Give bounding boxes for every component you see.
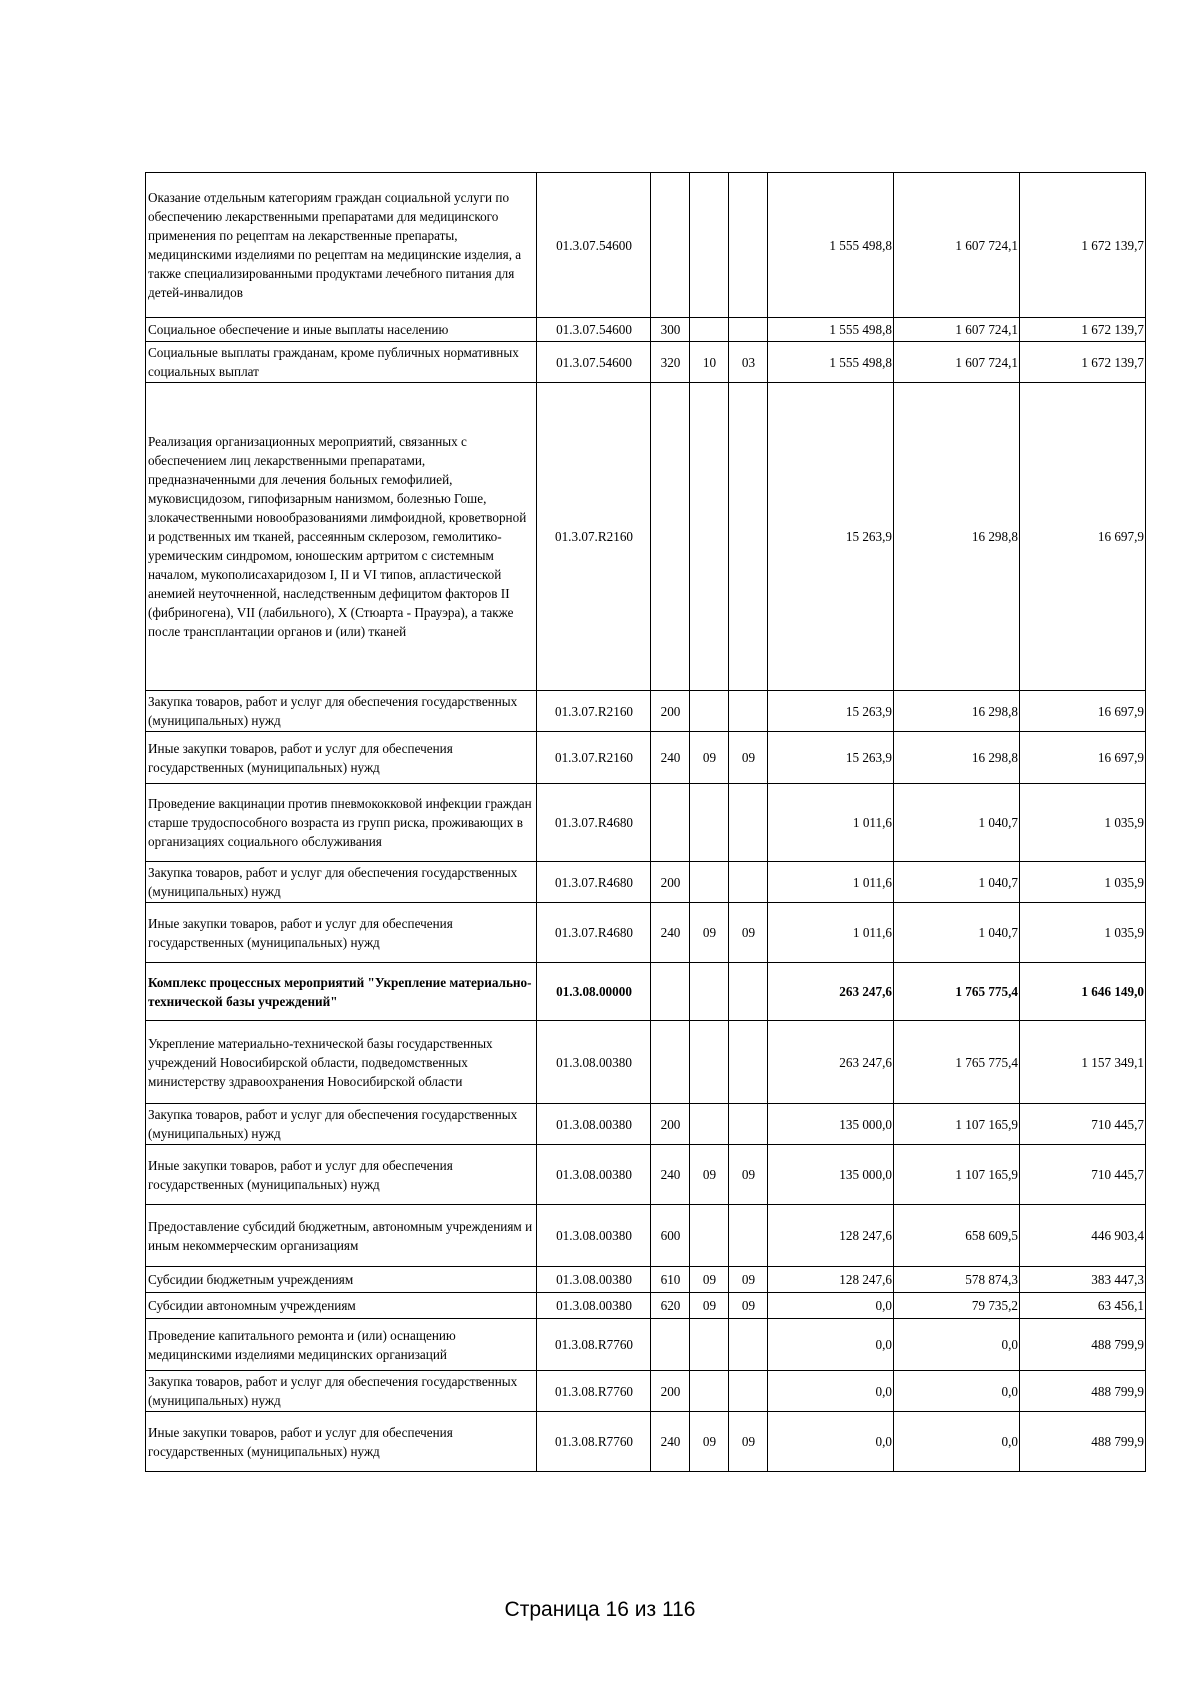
expense-type: 620	[651, 1293, 690, 1319]
amount-year-2: 1 765 775,4	[894, 1021, 1020, 1104]
amount-year-3: 16 697,9	[1020, 383, 1146, 691]
amount-year-2: 16 298,8	[894, 383, 1020, 691]
section	[690, 1205, 729, 1267]
amount-year-3: 446 903,4	[1020, 1205, 1146, 1267]
amount-year-3: 1 157 349,1	[1020, 1021, 1146, 1104]
table-row	[146, 383, 1146, 691]
amount-year-1: 135 000,0	[768, 1104, 894, 1145]
amount-year-3: 16 697,9	[1020, 732, 1146, 784]
row-name: Комплекс процессных мероприятий "Укрепление материально-технической базы учреждений"	[146, 963, 537, 1021]
amount-year-3: 488 799,9	[1020, 1319, 1146, 1371]
row-name: Иные закупки товаров, работ и услуг для обеспечения государственных (муниципальных) нужд	[146, 903, 537, 963]
expense-type: 200	[651, 1104, 690, 1145]
amount-year-1: 263 247,6	[768, 1021, 894, 1104]
amount-year-2: 1 107 165,9	[894, 1104, 1020, 1145]
target-code: 01.3.07.R4680	[537, 784, 651, 862]
target-code: 01.3.07.54600	[537, 342, 651, 383]
row-name: Закупка товаров, работ и услуг для обеспечения государственных (муниципальных) нужд	[146, 1371, 537, 1412]
subsection	[729, 963, 768, 1021]
section	[690, 383, 729, 691]
amount-year-2: 1 607 724,1	[894, 342, 1020, 383]
amount-year-2: 1 607 724,1	[894, 173, 1020, 318]
section	[690, 1371, 729, 1412]
target-code: 01.3.07.R4680	[537, 903, 651, 963]
section: 09	[690, 732, 729, 784]
budget-table	[145, 172, 1146, 1472]
expense-type: 240	[651, 732, 690, 784]
section	[690, 691, 729, 732]
row-name: Оказание отдельным категориям граждан социальной услуги по обеспечению лекарственными препаратами для медицинского применения по рецептам на лекарственные препараты, медицинскими изделиями по рецептам на медицинские изделия, а также специализированными продуктами лечебного питания для детей-инвалидов	[146, 173, 537, 318]
expense-type: 240	[651, 1412, 690, 1472]
amount-year-3: 488 799,9	[1020, 1412, 1146, 1472]
target-code: 01.3.08.R7760	[537, 1371, 651, 1412]
amount-year-2: 1 107 165,9	[894, 1145, 1020, 1205]
row-name: Закупка товаров, работ и услуг для обеспечения государственных (муниципальных) нужд	[146, 691, 537, 732]
target-code: 01.3.08.00380	[537, 1021, 651, 1104]
section: 10	[690, 342, 729, 383]
row-name: Иные закупки товаров, работ и услуг для обеспечения государственных (муниципальных) нужд	[146, 732, 537, 784]
page-number: Страница 16 из 116	[504, 1598, 696, 1621]
row-name: Закупка товаров, работ и услуг для обеспечения государственных (муниципальных) нужд	[146, 1104, 537, 1145]
subsection	[729, 383, 768, 691]
expense-type	[651, 1319, 690, 1371]
section: 09	[690, 1293, 729, 1319]
amount-year-3: 1 646 149,0	[1020, 963, 1146, 1021]
section	[690, 784, 729, 862]
section	[690, 1021, 729, 1104]
expense-type: 240	[651, 903, 690, 963]
target-code: 01.3.07.R2160	[537, 732, 651, 784]
expense-type: 320	[651, 342, 690, 383]
expense-type: 300	[651, 318, 690, 342]
table-row	[146, 1104, 1146, 1145]
amount-year-3: 1 035,9	[1020, 862, 1146, 903]
row-name: Иные закупки товаров, работ и услуг для обеспечения государственных (муниципальных) нужд	[146, 1412, 537, 1472]
amount-year-1: 135 000,0	[768, 1145, 894, 1205]
table-row	[146, 963, 1146, 1021]
table-row	[146, 1267, 1146, 1293]
amount-year-1: 1 011,6	[768, 903, 894, 963]
amount-year-1: 0,0	[768, 1293, 894, 1319]
row-name: Предоставление субсидий бюджетным, автономным учреждениям и иным некоммерческим организациям	[146, 1205, 537, 1267]
amount-year-2: 1 765 775,4	[894, 963, 1020, 1021]
amount-year-2: 0,0	[894, 1371, 1020, 1412]
amount-year-2: 0,0	[894, 1412, 1020, 1472]
amount-year-1: 1 011,6	[768, 862, 894, 903]
subsection: 09	[729, 1267, 768, 1293]
amount-year-3: 488 799,9	[1020, 1371, 1146, 1412]
table-row	[146, 342, 1146, 383]
amount-year-3: 63 456,1	[1020, 1293, 1146, 1319]
target-code: 01.3.07.R2160	[537, 383, 651, 691]
amount-year-2: 658 609,5	[894, 1205, 1020, 1267]
target-code: 01.3.08.00380	[537, 1293, 651, 1319]
amount-year-2: 1 040,7	[894, 862, 1020, 903]
section	[690, 1104, 729, 1145]
table-body	[146, 173, 1146, 1472]
expense-type	[651, 963, 690, 1021]
section: 09	[690, 1267, 729, 1293]
amount-year-1: 15 263,9	[768, 691, 894, 732]
amount-year-3: 1 035,9	[1020, 903, 1146, 963]
target-code: 01.3.08.00000	[537, 963, 651, 1021]
target-code: 01.3.08.R7760	[537, 1319, 651, 1371]
row-name: Социальные выплаты гражданам, кроме публичных нормативных социальных выплат	[146, 342, 537, 383]
subsection: 09	[729, 903, 768, 963]
expense-type: 240	[651, 1145, 690, 1205]
amount-year-1: 1 555 498,8	[768, 173, 894, 318]
table-row	[146, 732, 1146, 784]
expense-type: 610	[651, 1267, 690, 1293]
row-name: Субсидии автономным учреждениям	[146, 1293, 537, 1319]
row-name: Проведение капитального ремонта и (или) оснащению медицинскими изделиями медицинских организаций	[146, 1319, 537, 1371]
amount-year-1: 0,0	[768, 1371, 894, 1412]
amount-year-1: 15 263,9	[768, 383, 894, 691]
section	[690, 318, 729, 342]
expense-type: 200	[651, 1371, 690, 1412]
table-row	[146, 1371, 1146, 1412]
section	[690, 862, 729, 903]
amount-year-2: 1 040,7	[894, 784, 1020, 862]
subsection	[729, 1319, 768, 1371]
amount-year-2: 578 874,3	[894, 1267, 1020, 1293]
table-row	[146, 1319, 1146, 1371]
subsection: 03	[729, 342, 768, 383]
subsection: 09	[729, 1412, 768, 1472]
section	[690, 173, 729, 318]
amount-year-1: 15 263,9	[768, 732, 894, 784]
expense-type	[651, 173, 690, 318]
section: 09	[690, 903, 729, 963]
expense-type: 600	[651, 1205, 690, 1267]
target-code: 01.3.07.54600	[537, 318, 651, 342]
table-row	[146, 1205, 1146, 1267]
row-name: Укрепление материально-технической базы государственных учреждений Новосибирской области, подведомственных министерству здравоохранения Новосибирской области	[146, 1021, 537, 1104]
expense-type	[651, 784, 690, 862]
subsection	[729, 1205, 768, 1267]
table-row	[146, 1412, 1146, 1472]
amount-year-3: 1 672 139,7	[1020, 318, 1146, 342]
row-name: Иные закупки товаров, работ и услуг для обеспечения государственных (муниципальных) нужд	[146, 1145, 537, 1205]
amount-year-1: 1 555 498,8	[768, 342, 894, 383]
table-row	[146, 784, 1146, 862]
target-code: 01.3.07.R2160	[537, 691, 651, 732]
table-row	[146, 318, 1146, 342]
amount-year-1: 1 011,6	[768, 784, 894, 862]
table-row	[146, 691, 1146, 732]
table-row	[146, 1145, 1146, 1205]
table-row	[146, 1293, 1146, 1319]
row-name: Социальное обеспечение и иные выплаты населению	[146, 318, 537, 342]
amount-year-3: 710 445,7	[1020, 1104, 1146, 1145]
expense-type	[651, 383, 690, 691]
subsection	[729, 318, 768, 342]
row-name: Закупка товаров, работ и услуг для обеспечения государственных (муниципальных) нужд	[146, 862, 537, 903]
amount-year-3: 1 672 139,7	[1020, 173, 1146, 318]
section	[690, 963, 729, 1021]
table-row	[146, 862, 1146, 903]
amount-year-2: 1 607 724,1	[894, 318, 1020, 342]
section: 09	[690, 1145, 729, 1205]
expense-type: 200	[651, 691, 690, 732]
amount-year-3: 1 672 139,7	[1020, 342, 1146, 383]
amount-year-1: 0,0	[768, 1412, 894, 1472]
table-row	[146, 903, 1146, 963]
subsection: 09	[729, 1145, 768, 1205]
expense-type	[651, 1021, 690, 1104]
row-name: Проведение вакцинации против пневмококковой инфекции граждан старше трудоспособного возраста из групп риска, проживающих в организациях социального обслуживания	[146, 784, 537, 862]
section: 09	[690, 1412, 729, 1472]
amount-year-1: 0,0	[768, 1319, 894, 1371]
subsection	[729, 862, 768, 903]
amount-year-3: 710 445,7	[1020, 1145, 1146, 1205]
amount-year-3: 383 447,3	[1020, 1267, 1146, 1293]
target-code: 01.3.08.00380	[537, 1205, 651, 1267]
row-name: Реализация организационных мероприятий, связанных с обеспечением лиц лекарственными препаратами, предназначенными для лечения больных гемофилией, муковисцидозом, гипофизарным нанизмом, болезнью Гоше, злокачественными новообразованиями лимфоидной, кроветворной и родственных им тканей, рассеянным склерозом, гемолитико-уремическим синдромом, юношеским артритом с системным началом, мукополисахаридозом I, II и VI типов, апластической анемией неуточненной, наследственным дефицитом факторов II (фибриногена), VII (лабильного), X (Стюарта - Прауэра), а также после трансплантации органов и (или) тканей	[146, 383, 537, 691]
amount-year-1: 128 247,6	[768, 1267, 894, 1293]
target-code: 01.3.08.00380	[537, 1104, 651, 1145]
target-code: 01.3.07.R4680	[537, 862, 651, 903]
amount-year-2: 79 735,2	[894, 1293, 1020, 1319]
subsection: 09	[729, 732, 768, 784]
subsection	[729, 784, 768, 862]
section	[690, 1319, 729, 1371]
target-code: 01.3.07.54600	[537, 173, 651, 318]
amount-year-1: 1 555 498,8	[768, 318, 894, 342]
subsection	[729, 173, 768, 318]
target-code: 01.3.08.R7760	[537, 1412, 651, 1472]
amount-year-1: 128 247,6	[768, 1205, 894, 1267]
amount-year-3: 16 697,9	[1020, 691, 1146, 732]
subsection	[729, 1104, 768, 1145]
subsection	[729, 1021, 768, 1104]
amount-year-2: 16 298,8	[894, 732, 1020, 784]
amount-year-1: 263 247,6	[768, 963, 894, 1021]
target-code: 01.3.08.00380	[537, 1267, 651, 1293]
amount-year-2: 0,0	[894, 1319, 1020, 1371]
row-name: Субсидии бюджетным учреждениям	[146, 1267, 537, 1293]
table-row	[146, 1021, 1146, 1104]
amount-year-2: 1 040,7	[894, 903, 1020, 963]
subsection	[729, 1371, 768, 1412]
amount-year-2: 16 298,8	[894, 691, 1020, 732]
subsection	[729, 691, 768, 732]
expense-type: 200	[651, 862, 690, 903]
target-code: 01.3.08.00380	[537, 1145, 651, 1205]
table-row	[146, 173, 1146, 318]
amount-year-3: 1 035,9	[1020, 784, 1146, 862]
subsection: 09	[729, 1293, 768, 1319]
